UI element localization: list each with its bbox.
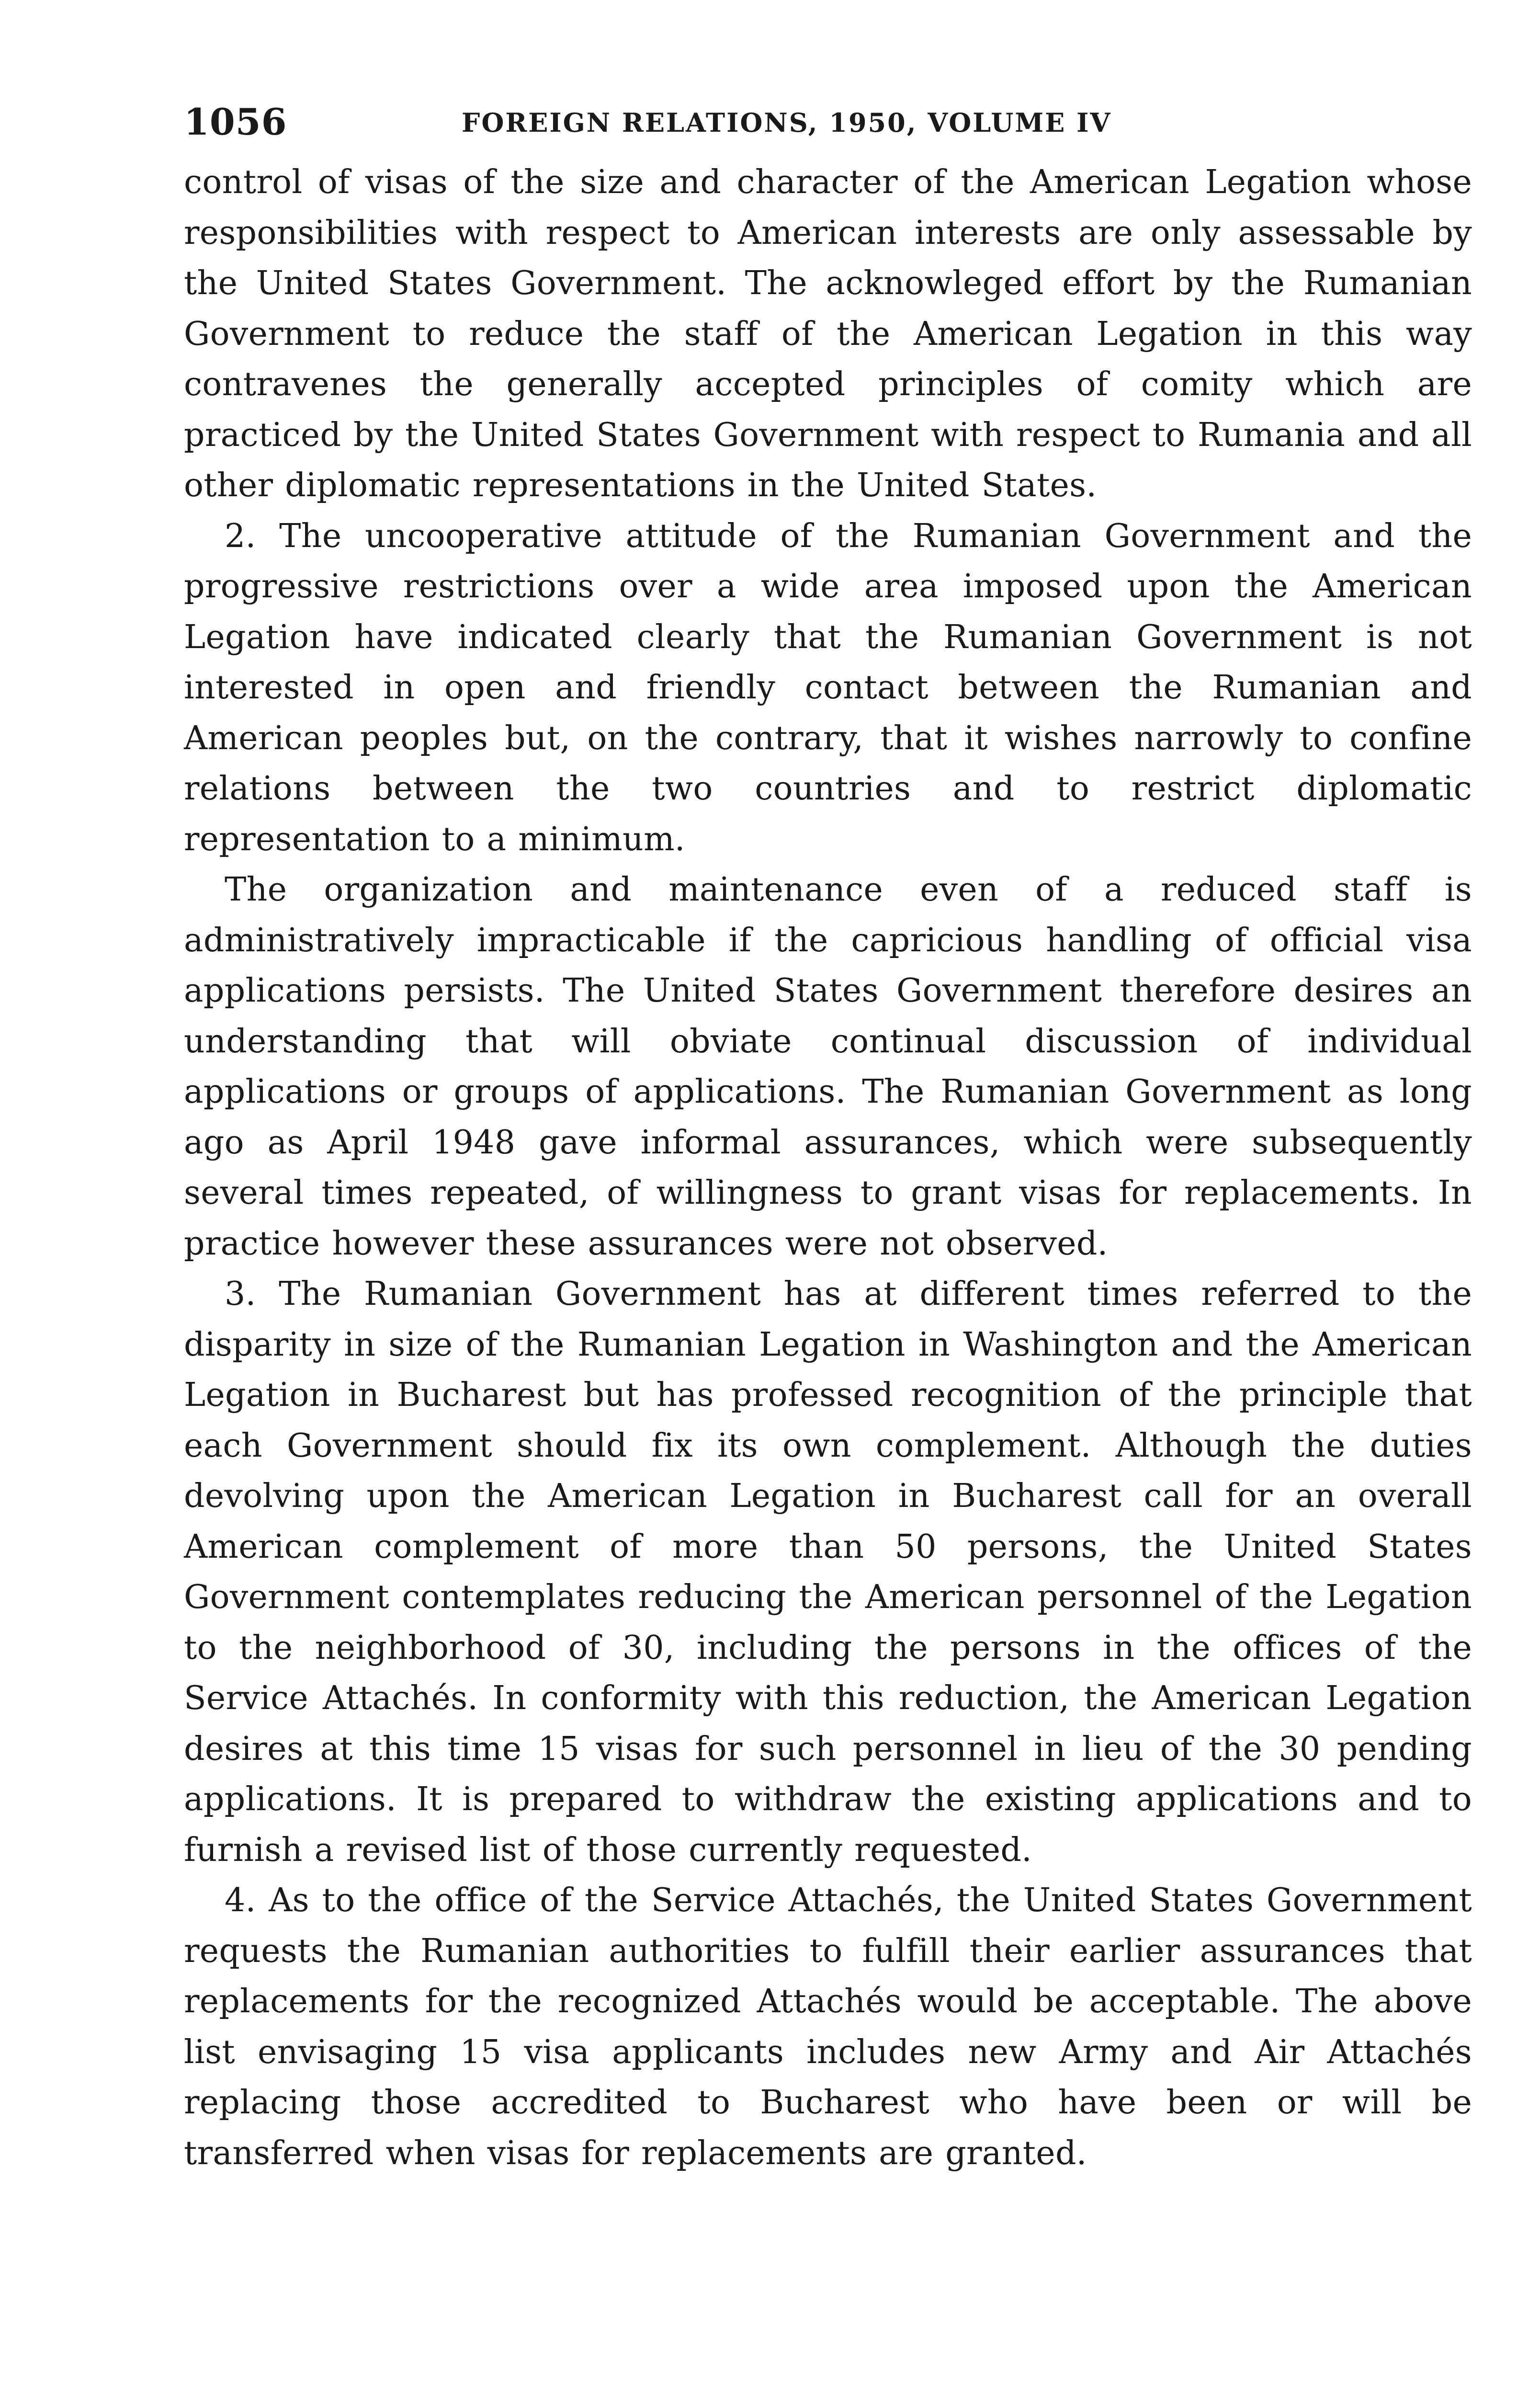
- paragraph-point-4: 4. As to the office of the Service Attachés, the United States Government requests the Rumanian authorities to fulfill their earlier assurances that replacements for the recognized Attachés would be acceptable. The above list envisaging 15 visa applicants includes new Army and Air Attachés replacing those accredited to Bucharest who have been or will be transferred when visas for replacements are granted.: [184, 1882, 1472, 2172]
- running-head: FOREIGN RELATIONS, 1950, VOLUME IV: [462, 107, 1112, 138]
- page-number: 1056: [184, 101, 287, 143]
- document-page: [184, 96, 1472, 2178]
- paragraph-point-3: 3. The Rumanian Government has at different times referred to the disparity in size of the Rumanian Legation in Washington and the American Legation in Bucharest but has professed recognition of the principle that each Government should fix its own complement. Although the duties devolving upon the American Legation in Bucharest call for an overall American complement of more than 50 persons, the United States Government contemplates reducing the American personnel of the Legation to the neighborhood of 30, including the persons in the offices of the Service Attachés. In conformity with this reduction, the American Legation desires at this time 15 visas for such personnel in lieu of the 30 pending applications. It is prepared to withdraw the existing applications and to furnish a revised list of those currently requested.: [184, 1275, 1472, 1869]
- paragraph-continuation: control of visas of the size and character of the American Legation whose responsibilities with respect to American interests are only assessable by the United States Government. The acknowleged effort by the Rumanian Government to reduce the staff of the American Legation in this way contravenes the generally accepted principles of comity which are practiced by the United States Government with respect to Rumania and all other diplomatic representations in the United States.: [184, 163, 1472, 504]
- paragraph-point-2: 2. The uncooperative attitude of the Rumanian Government and the progressive restrictions over a wide area imposed upon the American Legation have indicated clearly that the Rumanian Government is not interested in open and friendly contact between the Rumanian and American peoples but, on the contrary, that it wishes narrowly to confine relations between the two countries and to restrict diplomatic representation to a minimum.: [184, 517, 1472, 858]
- body-text: [184, 157, 1472, 2178]
- page-header: [184, 96, 1472, 153]
- paragraph-organization: The organization and maintenance even of a reduced staff is administratively impracticable if the capricious handling of official visa applications persists. The United States Government therefore desires an understanding that will obviate continual discussion of individual applications or groups of applications. The Rumanian Government as long ago as April 1948 gave informal assurances, which were subsequently several times repeated, of willingness to grant visas for replacements. In practice however these assurances were not observed.: [184, 871, 1472, 1263]
